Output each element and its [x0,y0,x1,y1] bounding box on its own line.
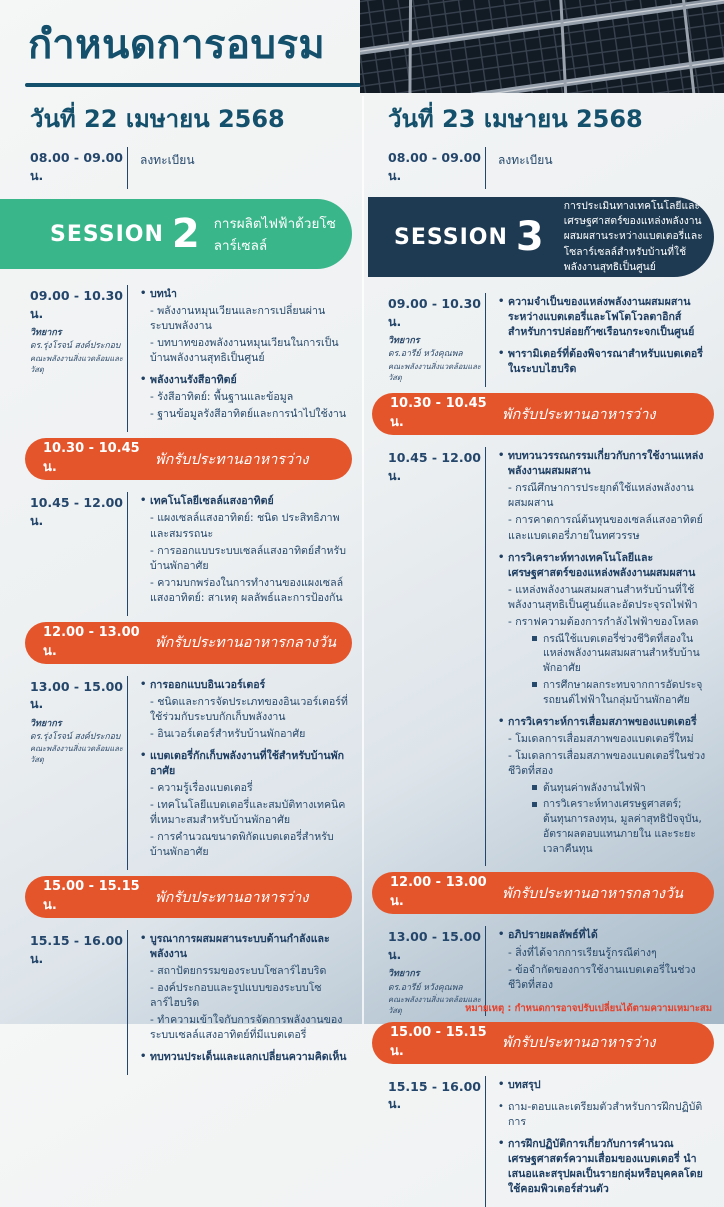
sub-item: - อินเวอร์เตอร์สำหรับบ้านพักอาศัย [150,727,348,742]
schedule-row [30,676,348,870]
time-label: 10.45 - 12.00 น. [30,495,123,528]
sub-item: - ฐานข้อมูลรังสีอาทิตย์และการนำไปใช้งาน [150,407,348,422]
bullet-item [140,287,348,302]
bullet-item [140,678,348,693]
time-label: 09.00 - 10.30 น. [30,288,123,321]
bullet-text: ถาม-ตอบและเตรียมตัวสำหรับการฝึกปฏิบัติการ [508,1101,703,1129]
bullet-dot-icon: • [140,933,147,944]
page-title: กำหนดการอบรม [28,22,326,68]
bullet-item [498,1137,712,1197]
break-time: 12.00 - 13.00 น. [390,875,487,910]
sub-item: - ความบกพร่องในการทำงานของแผงเซลล์แสงอาทิตย์: สาเหตุ ผลลัพธ์และการป้องกัน [150,576,348,606]
bullet-text: บูรณาการผสมผสานระบบด้านกำลังและพลังงาน [150,933,330,961]
break-label: พักรับประทานอาหารกลางวัน [155,635,337,652]
speaker-affiliation: คณะพลังงานสิ่งแวดล้อมและวัสดุ [30,353,124,374]
speaker-affiliation: คณะพลังงานสิ่งแวดล้อมและวัสดุ [388,994,482,1015]
bullet-dot-icon: • [140,678,147,690]
time-label: 09.00 - 10.30 น. [388,296,481,329]
speaker-role: วิทยากร [388,336,420,347]
schedule-row [388,447,712,866]
bullet-text: ความจำเป็นของแหล่งพลังงานผสมผสานระหว่างแบตเตอรี่และโฟโตโวลตาอิกส์สำหรับการปล่อยก๊าซเรือนกระจกเป็นศูนย์ [508,296,695,339]
date-heading: วันที่ 22 เมษายน 2568 [30,105,285,133]
time-label: 10.45 - 12.00 น. [388,450,481,483]
bullet-item [140,373,348,388]
time-cell [30,285,127,432]
bullet-text: ทบทวนประเด็นและแลกเปลี่ยนความคิดเห็น [150,1051,347,1064]
sub-item: - กรณีศึกษาการประยุกต์ใช้แหล่งพลังงานผสมผสาน [508,481,712,511]
break-banner [25,622,352,664]
speaker-role: วิทยากร [30,328,62,339]
bullet-text: ทบทวนวรรณกรรมเกี่ยวกับการใช้งานแหล่งพลังงานผสมผสาน [508,450,704,478]
time-cell [388,147,485,189]
bullet-item [140,932,348,962]
bullet-text: อภิปรายผลลัพธ์ที่ได้ [508,929,598,942]
bullet-dot-icon: • [498,551,505,563]
schedule-row [388,293,712,387]
time-label: 08.00 - 09.00 น. [30,150,123,183]
speaker-name: ดร.รุ่งโรจน์ สงค์ประกอบ [30,341,121,352]
speaker-affiliation: คณะพลังงานสิ่งแวดล้อมและวัสดุ [30,744,124,765]
time-label: 15.15 - 16.00 น. [30,933,123,966]
bullet-text: พลังงานรังสีอาทิตย์ [150,374,237,387]
sub-item: - พลังงานหมุนเวียนและการเปลี่ยนผ่านระบบพลังงาน [150,304,348,334]
break-time: 12.00 - 13.00 น. [43,624,140,659]
sub-item: - องค์ประกอบและรูปแบบของระบบโซลาร์ไฮบริด [150,981,348,1011]
sub-item: - แหล่งพลังงานผสมผสานสำหรับบ้านที่ใช้พลังงานสุทธิเป็นศูนย์และอัดประจุรถไฟฟ้า [508,583,712,613]
time-cell [388,293,485,387]
bullet-text: การวิเคราะห์การเสื่อมสภาพของแบตเตอรี่ [508,715,697,728]
bullet-text: บทนำ [150,288,177,301]
column-day-1 [0,96,362,1064]
bullet-item [140,494,348,509]
time-label: 08.00 - 09.00 น. [388,150,481,183]
bullet-item [498,715,712,730]
session-title: การผลิตไฟฟ้าด้วยโซลาร์เซลล์ [213,216,336,255]
sub-item: - ทำความเข้าใจกับการจัดการพลังงานของระบบเซลล์แสงอาทิตย์ที่มีแบตเตอรี่ [150,1013,348,1043]
bullet-item [140,1050,348,1065]
bullet-item [498,295,712,340]
bullet-item [140,749,348,779]
bullet-text: เทคโนโลยีเซลล์แสงอาทิตย์ [150,495,274,508]
speaker-name: ดร.รุ่งโรจน์ สงค์ประกอบ [30,731,121,742]
sub-sub-item: กรณีใช้แบตเตอรี่ช่วงชีวิตที่สองในแหล่งพลังงานผสมผสานสำหรับบ้านพักอาศัย [532,632,712,676]
bullet-text: การวิเคราะห์ทางเทคโนโลยีและเศรษฐศาสตร์ของแหล่งพลังงานผสมผสาน [508,551,696,579]
break-time: 10.30 - 10.45 น. [390,396,487,431]
session-banner [368,197,714,277]
solar-panel-image [360,0,724,93]
sub-item: - สถาปัตยกรรมของระบบโซลาร์ไฮบริด [150,964,348,979]
schedule-row [30,147,348,189]
break-time: 15.00 - 15.15 น. [390,1024,487,1059]
sub-item: - แผงเซลล์แสงอาทิตย์: ชนิด ประสิทธิภาพและสมรรถนะ [150,511,348,541]
row-content [127,147,348,189]
bullet-dot-icon: • [498,1101,504,1112]
row-content [127,676,348,870]
bullet-text: การออกแบบอินเวอร์เตอร์ [150,678,266,691]
break-label: พักรับประทานอาหารว่าง [155,451,309,468]
break-banner [25,876,352,918]
speaker-block [30,718,127,766]
bullet-item [498,928,712,943]
session-label: SESSION [50,221,164,247]
time-cell [30,676,127,870]
bullet-dot-icon: • [140,749,147,761]
sub-item: - กราฟความต้องการกำลังไฟฟ้าของโหลด [508,615,712,630]
bullet-text: บทสรุป [508,1078,541,1091]
title-underline [25,83,361,87]
bullet-item [498,1078,712,1093]
break-banner [372,1022,714,1064]
time-cell [30,492,127,615]
column-day-2 [362,96,724,1196]
schedule-row [388,147,712,189]
break-label: พักรับประทานอาหารว่าง [502,1035,656,1052]
time-cell [30,147,127,189]
speaker-block [388,335,485,383]
break-time: 15.00 - 15.15 น. [43,879,140,913]
row-content [485,147,712,189]
sub-item: - บทบาทของพลังงานหมุนเวียนในการเป็นบ้านพลังงานสุทธิเป็นศูนย์ [150,336,348,366]
sub-item: - รังสีอาทิตย์: พื้นฐานและข้อมูล [150,390,348,405]
solar-panel-photo [360,0,724,93]
speaker-role: วิทยากร [30,718,62,729]
row-content [127,285,348,432]
sub-sub-item: ต้นทุนค่าพลังงานไฟฟ้า [532,781,712,796]
sub-item: - โมเดลการเสื่อมสภาพของแบตเตอรี่ใหม่ [508,732,712,747]
bullet-text: พารามิเตอร์ที่ต้องพิจารณาสำหรับแบตเตอรี่ในระบบไฮบริด [508,348,703,376]
row-content [127,492,348,615]
sub-item: - ข้อจำกัดของการใช้งานแบตเตอรี่ในช่วงชีวิตที่สอง [508,963,712,993]
time-label: 13.00 - 15.00 น. [388,929,481,962]
schedule-note: หมายเหตุ : กำหนดการอาจปรับเปลี่ยนได้ตามความเหมาะสม [465,1003,712,1014]
registration-text: ลงทะเบียน [498,153,553,168]
schedule-row [388,1076,712,1207]
bullet-dot-icon: • [498,1078,505,1090]
schedule-row [30,492,348,615]
bullet-dot-icon: • [140,1051,147,1063]
bullet-item [498,1100,712,1130]
speaker-name: ดร.อารีย์ หวังคุณพล [388,349,463,360]
break-label: พักรับประทานอาหารกลางวัน [502,885,684,902]
session-number: 2 [171,211,200,258]
speaker-role: วิทยากร [388,969,420,980]
session-number: 3 [515,214,544,261]
row-content [127,930,348,1075]
break-banner [372,872,714,914]
schedule-row [30,285,348,432]
sub-item: - การคำนวณขนาดพิกัดแบตเตอรี่สำหรับบ้านพักอาศัย [150,830,348,860]
bullet-dot-icon: • [498,929,505,941]
time-label: 13.00 - 15.00 น. [30,678,123,712]
bullet-dot-icon: • [140,288,147,300]
break-label: พักรับประทานอาหารว่าง [155,889,309,906]
bullet-dot-icon: • [498,450,505,462]
row-content [485,293,712,387]
bullet-dot-icon: • [140,495,147,507]
bullet-item [498,551,712,581]
sub-item: - การออกแบบระบบเซลล์แสงอาทิตย์สำหรับบ้านพักอาศัย [150,544,348,574]
speaker-block [30,327,127,375]
page-header [0,0,724,96]
break-banner [25,438,352,480]
bullet-item [498,449,712,479]
sub-sub-item: การวิเคราะห์ทางเศรษฐศาสตร์; ต้นทุนการลงทุน, มูลค่าสุทธิปัจจุบัน, อัตราผลตอบแทนภายใน และระยะเวลาคืนทุน [532,797,712,856]
session-banner [0,199,352,269]
sub-item: - การคาดการณ์ต้นทุนของเซลล์แสงอาทิตย์และแบตเตอรี่ภายในทศวรรษ [508,513,712,543]
break-banner [372,393,714,435]
sub-item: - ความรู้เรื่องแบตเตอรี่ [150,781,348,796]
session-label: SESSION [394,224,508,250]
bullet-dot-icon: • [498,296,505,308]
bullet-item [498,347,712,377]
sub-item: - โมเดลการเสื่อมสภาพของแบตเตอรี่ในช่วงชีวิตที่สอง [508,749,712,779]
break-label: พักรับประทานอาหารว่าง [502,406,656,423]
schedule-row [30,930,348,1075]
registration-text: ลงทะเบียน [140,153,195,168]
time-cell [388,1076,485,1207]
bullet-text: การฝึกปฏิบัติการเกี่ยวกับการคำนวณเศรษฐศาสตร์ความเสื่อมของแบตเตอรี่ นำเสนอและสรุปผลเป็นรายกลุ่มหรือบุคคลโดยใช้คอมพิวเตอร์ส่วนตัว [508,1138,703,1196]
bullet-dot-icon: • [498,715,505,727]
sub-item: - ชนิดและการจัดประเภทของอินเวอร์เตอร์ที่ใช้ร่วมกับระบบกักเก็บพลังงาน [150,695,348,725]
speaker-name: ดร.อารีย์ หวังคุณพล [388,982,463,993]
row-content [485,1076,712,1207]
sub-item: - เทคโนโลยีแบตเตอรี่และสมบัติทางเทคนิคที่เหมาะสมสำหรับบ้านพักอาศัย [150,798,348,828]
time-label: 15.15 - 16.00 น. [388,1078,481,1112]
date-heading: วันที่ 23 เมษายน 2568 [388,105,643,133]
bullet-text: แบตเตอรี่กักเก็บพลังงานที่ใช้สำหรับบ้านพักอาศัย [150,749,345,777]
break-time: 10.30 - 10.45 น. [43,441,140,476]
sub-item: - สิ่งที่ได้จากการเรียนรู้กรณีต่างๆ [508,946,712,961]
bullet-dot-icon: • [498,348,505,360]
time-cell [388,447,485,866]
bullet-dot-icon: • [140,374,147,386]
row-content [485,447,712,866]
session-title: การประเมินทางเทคโนโลยีและเศรษฐศาสตร์ของแหล่งพลังงานผสมผสานระหว่างแบตเตอรี่และโซลาร์เซลล์สำหรับบ้านที่ใช้พลังงานสุทธิเป็นศูนย์ [563,199,703,274]
time-cell [30,930,127,1075]
sub-sub-item: การศึกษาผลกระทบจากการอัดประจุรถยนต์ไฟฟ้าในกลุ่มบ้านพักอาศัย [532,678,712,708]
bullet-dot-icon: • [498,1138,505,1150]
speaker-affiliation: คณะพลังงานสิ่งแวดล้อมและวัสดุ [388,361,482,382]
